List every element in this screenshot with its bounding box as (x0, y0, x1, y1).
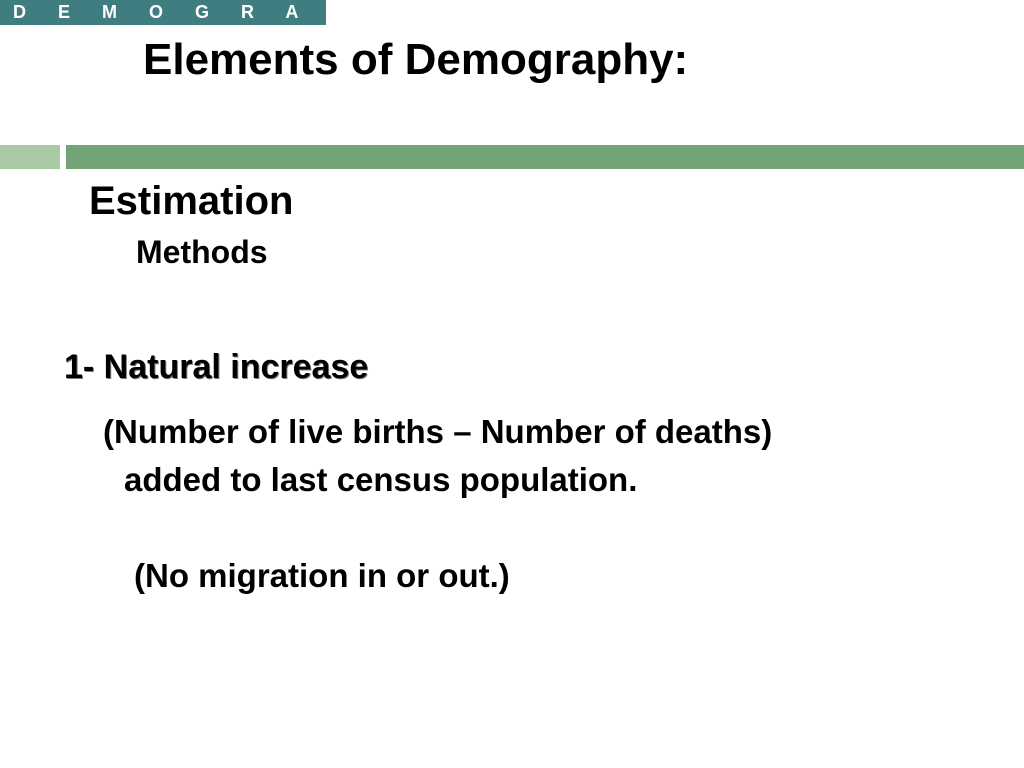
note-text: (No migration in or out.) (134, 557, 510, 594)
slide-title: Elements of Demography: (143, 35, 689, 84)
method-title: 1- Natural increase (64, 348, 369, 386)
accent-bar-dark (66, 145, 1024, 169)
accent-bar-light (0, 145, 60, 169)
formula-line-1: (Number of live births – Number of deaths) (103, 413, 773, 450)
section-subheading: Methods (136, 234, 268, 270)
demography-tag: D E M O G R A P H Y (0, 0, 326, 25)
section-heading: Estimation (89, 179, 294, 223)
formula-line-2: added to last census population. (124, 461, 638, 498)
